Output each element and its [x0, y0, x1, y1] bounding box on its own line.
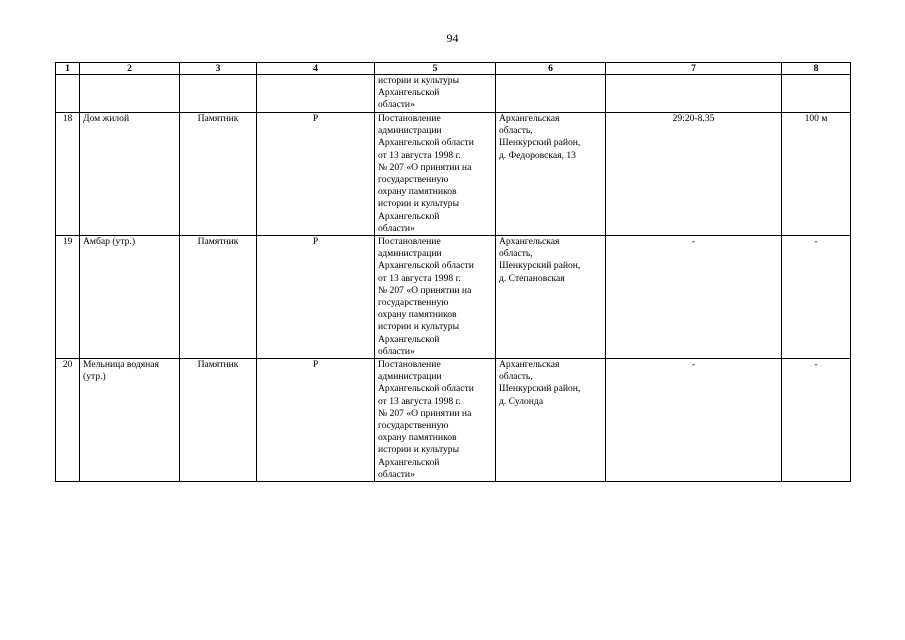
document-line: администрации	[378, 248, 442, 260]
address-line: д. Степановская	[499, 272, 565, 284]
document-line: администрации	[378, 125, 442, 137]
cell-address	[496, 359, 606, 482]
cell-category: Памятник	[180, 113, 257, 236]
cell-zone	[782, 75, 851, 113]
cell-name: Мельница водяная (утр.)	[80, 359, 180, 482]
column-header: 1	[56, 63, 80, 75]
address-line: Архангельская	[499, 236, 560, 248]
table-row	[56, 113, 851, 236]
document-line: от 13 августа 1998 г.	[378, 272, 461, 284]
address-line: Архангельская	[499, 359, 560, 371]
cell-cadastral: -	[606, 359, 782, 482]
document-line: области»	[378, 99, 415, 111]
address-line: д. Сулонда	[499, 395, 544, 407]
address-line: Шенкурский район,	[499, 137, 581, 149]
document-line: администрации	[378, 371, 442, 383]
column-header: 8	[782, 63, 851, 75]
document-line: области»	[378, 345, 415, 357]
cell-num: 19	[56, 236, 80, 359]
cell-zone: -	[782, 359, 851, 482]
cell-significance: Р	[257, 236, 375, 359]
address-line: область,	[499, 248, 533, 260]
table-row	[56, 359, 851, 482]
document-line: государственную	[378, 420, 449, 432]
table-row-continuation	[56, 75, 851, 113]
document-line: Архангельской области	[378, 383, 474, 395]
document-line: охрану памятников	[378, 432, 457, 444]
cell-significance	[257, 75, 375, 113]
cell-address	[496, 236, 606, 359]
header-row	[56, 63, 851, 75]
cell-cadastral: 29:20-8.35	[606, 113, 782, 236]
cell-name: Дом жилой	[80, 113, 180, 236]
cell-address	[496, 75, 606, 113]
document-line: охрану памятников	[378, 309, 457, 321]
cell-cadastral	[606, 75, 782, 113]
document-line: истории и культуры	[378, 321, 460, 333]
document-line: государственную	[378, 297, 449, 309]
document-line: Архангельской	[378, 333, 440, 345]
document-line: № 207 «О принятии на	[378, 407, 472, 419]
document-line: области»	[378, 468, 415, 480]
address-line: Архангельская	[499, 113, 560, 124]
cell-document	[375, 75, 496, 113]
cell-category	[180, 75, 257, 113]
cell-category: Памятник	[180, 236, 257, 359]
cell-address	[496, 113, 606, 236]
cell-zone: -	[782, 236, 851, 359]
cell-document	[375, 359, 496, 482]
document-line: Постановление	[378, 236, 441, 248]
heritage-registry-table	[55, 62, 851, 482]
document-line: Постановление	[378, 113, 441, 124]
cell-significance: Р	[257, 113, 375, 236]
document-line: истории и культуры	[378, 444, 460, 456]
document-line: области»	[378, 222, 415, 234]
document-line: Архангельской области	[378, 137, 474, 149]
cell-name	[80, 75, 180, 113]
column-header: 3	[180, 63, 257, 75]
address-line: область,	[499, 371, 533, 383]
column-header: 2	[80, 63, 180, 75]
cell-name: Амбар (утр.)	[80, 236, 180, 359]
cell-significance: Р	[257, 359, 375, 482]
column-header: 4	[257, 63, 375, 75]
document-line: Архангельской	[378, 87, 440, 99]
cell-zone: 100 м	[782, 113, 851, 236]
address-line: Шенкурский район,	[499, 383, 581, 395]
cell-num: 18	[56, 113, 80, 236]
document-line: охрану памятников	[378, 186, 457, 198]
cell-cadastral: -	[606, 236, 782, 359]
document-line: истории и культуры	[378, 75, 460, 86]
cell-num: 20	[56, 359, 80, 482]
address-line: Шенкурский район,	[499, 260, 581, 272]
cell-document	[375, 113, 496, 236]
cell-document	[375, 236, 496, 359]
document-line: Архангельской	[378, 456, 440, 468]
document-line: от 13 августа 1998 г.	[378, 149, 461, 161]
document-line: Архангельской области	[378, 260, 474, 272]
document-line: Архангельской	[378, 210, 440, 222]
document-line: № 207 «О принятии на	[378, 161, 472, 173]
column-header: 7	[606, 63, 782, 75]
document-line: государственную	[378, 174, 449, 186]
address-line: область,	[499, 125, 533, 137]
cell-category: Памятник	[180, 359, 257, 482]
document-line: истории и культуры	[378, 198, 460, 210]
page-number: 94	[446, 31, 459, 45]
column-header: 6	[496, 63, 606, 75]
document-line: № 207 «О принятии на	[378, 284, 472, 296]
column-header: 5	[375, 63, 496, 75]
table-row	[56, 236, 851, 359]
document-line: от 13 августа 1998 г.	[378, 395, 461, 407]
document-line: Постановление	[378, 359, 441, 371]
cell-num	[56, 75, 80, 113]
address-line: д. Федоровская, 13	[499, 149, 576, 161]
